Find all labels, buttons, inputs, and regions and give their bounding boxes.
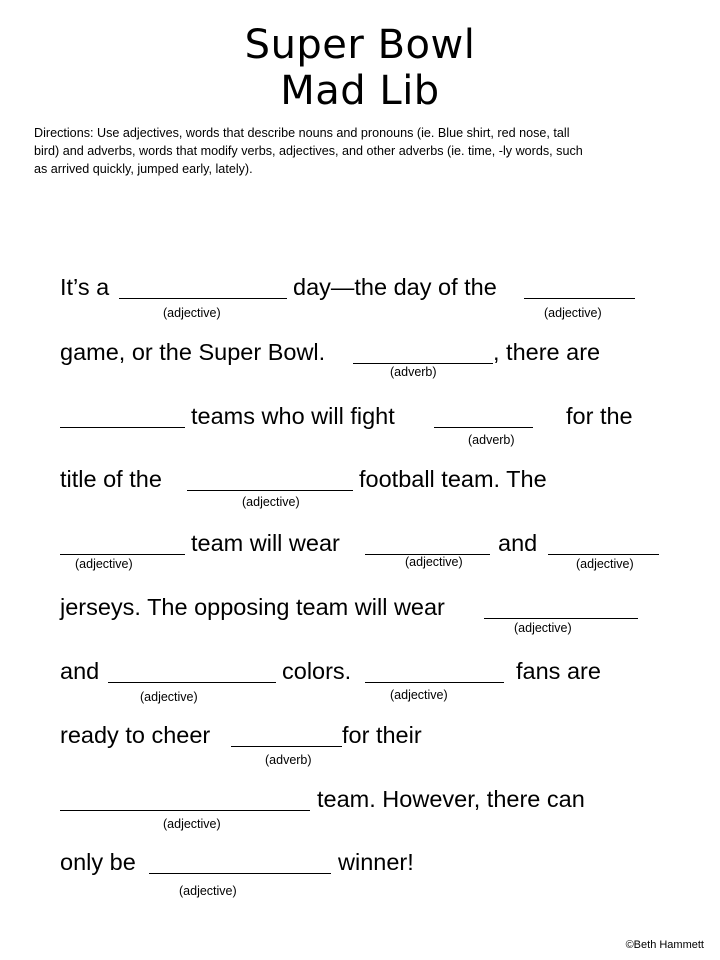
copyright: ©Beth Hammett: [625, 939, 704, 951]
story-text: and: [498, 530, 538, 556]
hint-adverb: (adverb): [265, 753, 312, 767]
story-text: title of the: [60, 466, 162, 492]
story-line-10: [60, 847, 710, 898]
story-line-2: [60, 337, 710, 377]
hint-adjective: (adjective): [390, 688, 448, 702]
hint-adjective: (adjective): [544, 306, 602, 320]
hint-adjective: (adjective): [140, 690, 198, 704]
hint-adjective: (adjective): [75, 557, 133, 571]
story-text: teams who will fight: [191, 403, 395, 429]
blank-adjective-4[interactable]: [187, 490, 353, 491]
story-line-1: [60, 272, 710, 320]
story-text: winner!: [338, 849, 414, 875]
story-text: football team. The: [359, 466, 547, 492]
story-text: jerseys. The opposing team will wear: [60, 594, 445, 620]
story-text: team. However, there can: [317, 786, 585, 812]
story-text: day—the day of the: [293, 274, 497, 300]
story-line-5: [60, 528, 710, 571]
blank-adjective-1[interactable]: [119, 298, 287, 299]
story-line-6: [60, 592, 710, 635]
hint-adjective: (adjective): [242, 495, 300, 509]
blank-adjective-7[interactable]: [548, 554, 659, 555]
blank-adjective-5[interactable]: [60, 554, 185, 555]
page-title-line-1: Super Bowl: [244, 22, 476, 68]
hint-adjective: (adjective): [514, 621, 572, 635]
hint-adverb: (adverb): [390, 365, 437, 379]
story-text: It’s a: [60, 274, 110, 300]
story-text: team will wear: [191, 530, 340, 556]
story-line-4: [60, 464, 710, 509]
directions: [34, 124, 694, 178]
hint-adjective: (adjective): [163, 306, 221, 320]
blank-adjective-8[interactable]: [484, 618, 638, 619]
story-text: , there are: [493, 339, 601, 365]
blank-adjective-12[interactable]: [149, 873, 331, 874]
story-text: ready to cheer: [60, 722, 211, 748]
blank-adjective-3[interactable]: [60, 427, 185, 428]
story-text: for the: [566, 403, 633, 429]
hint-adjective: (adjective): [576, 557, 634, 571]
hint-adverb: (adverb): [468, 433, 515, 447]
directions-line-3: as arrived quickly, jumped early, lately).: [34, 162, 253, 176]
directions-line-1: Directions: Use adjectives, words that describe nouns and pronouns (ie. Blue shirt, red nose, tall: [34, 126, 570, 140]
story-line-8: [60, 720, 710, 767]
story-line-9: [60, 784, 710, 831]
story-line-7: [60, 656, 710, 704]
story-text: only be: [60, 849, 136, 875]
story-text: colors.: [282, 658, 352, 684]
blank-adverb-1[interactable]: [353, 363, 493, 364]
blank-adjective-11[interactable]: [60, 810, 310, 811]
hint-adjective: (adjective): [163, 817, 221, 831]
page-title-line-2: Mad Lib: [280, 68, 440, 114]
directions-line-2: bird) and adverbs, words that modify verbs, adjectives, and other adverbs (ie. time, -ly words, such: [34, 144, 583, 158]
hint-adjective: (adjective): [179, 884, 237, 898]
blank-adverb-2[interactable]: [434, 427, 533, 428]
story-text: for their: [342, 722, 422, 748]
story-line-3: [60, 401, 710, 447]
blank-adverb-3[interactable]: [231, 746, 342, 747]
blank-adjective-10[interactable]: [365, 682, 504, 683]
hint-adjective: (adjective): [405, 555, 463, 569]
blank-adjective-2[interactable]: [524, 298, 635, 299]
blank-adjective-9[interactable]: [108, 682, 276, 683]
story-text: game, or the Super Bowl.: [60, 339, 326, 365]
story-text: and: [60, 658, 100, 684]
story-text: fans are: [516, 658, 601, 684]
